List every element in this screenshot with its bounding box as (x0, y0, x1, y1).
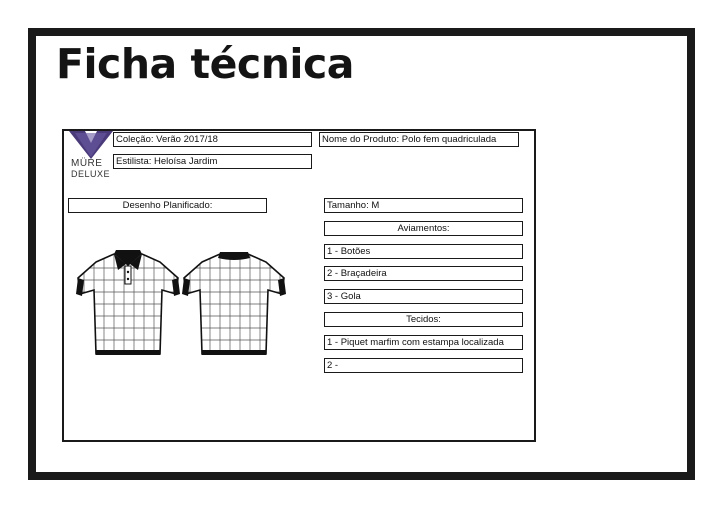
page-title: Ficha técnica (56, 40, 354, 88)
trim-item-2: 2 - Braçadeira (324, 266, 523, 281)
trim-item-1: 1 - Botões (324, 244, 523, 259)
collection-field: Coleção: Verão 2017/18 (113, 132, 312, 147)
product-name-field: Nome do Produto: Polo fem quadriculada (319, 132, 519, 147)
fabrics-heading: Tecidos: (324, 312, 523, 327)
shirt-back-drawing-icon (180, 248, 288, 362)
stylist-field: Estilista: Heloísa Jardim (113, 154, 312, 169)
logo-brand-subname: DELUXE (71, 169, 111, 179)
trim-item-3: 3 - Gola (324, 289, 523, 304)
fabric-item-1: 1 - Piquet marfim com estampa localizada (324, 335, 523, 350)
size-field: Tamanho: M (324, 198, 523, 213)
logo-brand-name: MÜRE (71, 158, 103, 169)
drawing-label: Desenho Planificado: (68, 198, 267, 213)
fabric-item-2: 2 - (324, 358, 523, 373)
trims-heading: Aviamentos: (324, 221, 523, 236)
shirt-front-drawing-icon (74, 248, 182, 362)
